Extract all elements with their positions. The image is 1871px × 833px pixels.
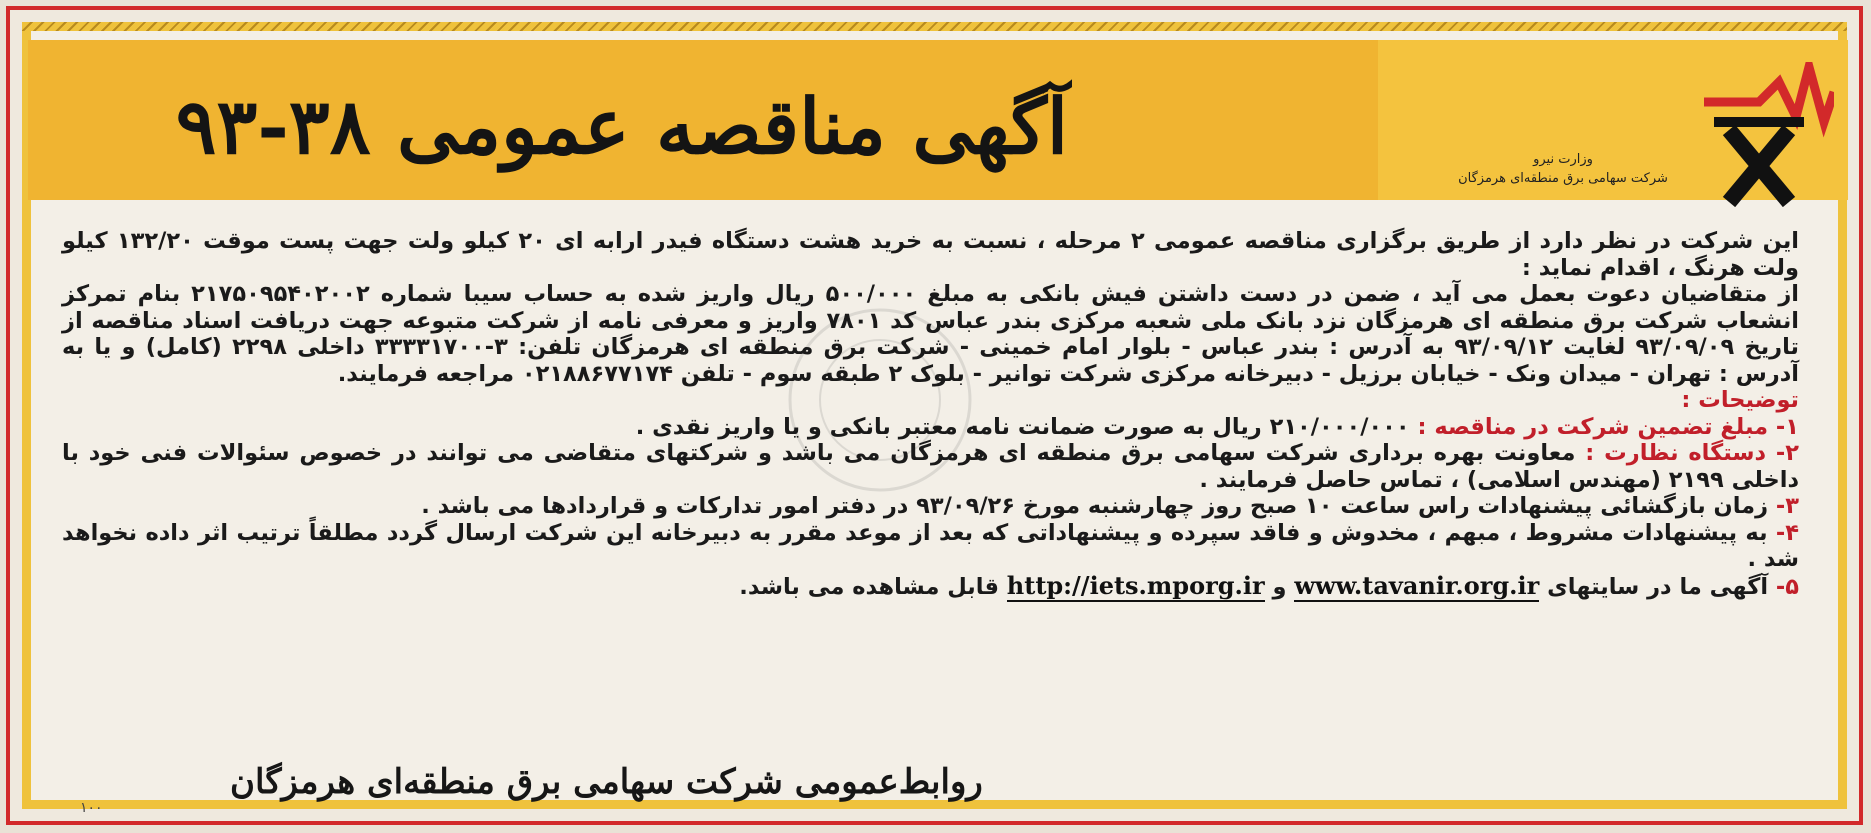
intro-paragraph: این شرکت در نظر دارد از طریق برگزاری مناقصه عمومی ۲ مرحله ، نسبت به خرید هشت دستگاه فیدر ارابه ای ۲۰ کیلو ولت جهت پست موقت ۱۳۲/۲۰ کیلو ولت هرنگ ، اقدام نماید : [62, 228, 1799, 281]
note-label: ۵- [1775, 573, 1799, 600]
company-name: شرکت سهامی برق منطقه‌ای هرمزگان [1458, 171, 1668, 186]
note-label: ۳- [1775, 493, 1799, 519]
invitation-paragraph: از متقاضیان دعوت بعمل می آید ، ضمن در دست داشتن فیش بانکی به مبلغ ۵۰۰/۰۰۰ ریال واریز شده به حساب سیبا شماره ۲۱۷۵۰۹۵۴۰۲۰۰۲ بنام تمرکز انشعاب شرکت برق منطقه ای هرمزگان نزد بانک ملی شعبه مرکزی بندر عباس کد ۷۸۰۱ واریز و معرفی نامه از شرکت متبوعه جهت دریافت اسناد مناقصه از تاریخ ۹۳/۰۹/۰۹ لغایت ۹۳/۰۹/۱۲ به آدرس : بندر عباس - بلوار امام خمینی - شرکت برق منطقه ای هرمزگان تلفن: ۳-۳۳۳۳۱۷۰۰ داخلی ۲۲۹۸ (کامل) و یا به آدرس : تهران - میدان ونک - خیابان برزیل - دبیرخانه مرکزی شرکت توانیر - بلوک ۲ طبقه سوم - تلفن ۰۲۱۸۸۶۷۷۱۷۴ مراجعه فرمایند. [62, 281, 1800, 387]
note-item [62, 520, 1799, 573]
header-banner [28, 40, 1848, 200]
notes-heading: توضیحات : [1681, 387, 1799, 413]
footer-signature: روابط‌عمومی شرکت سهامی برق منطقه‌ای هرمزگان [230, 762, 983, 802]
websites-and: و [1272, 573, 1287, 600]
websites-suffix: قابل مشاهده می باشد. [739, 573, 999, 600]
org-name-block [1448, 150, 1678, 188]
note-label: ۲- دستگاه نظارت : [1585, 440, 1799, 466]
iets-website-link[interactable]: http://iets.mporg.ir [1006, 570, 1265, 600]
note-text: به پیشنهادات مشروط ، مبهم ، مخدوش و فاقد سپرده و پیشنهاداتی که بعد از موعد مقرر به دبیرخانه این شرکت ارسال گردد مطلقاً ترتیب اثر داده نخواهد شد . [62, 519, 1799, 572]
logo-area [1378, 40, 1848, 200]
note-text: ۲۱۰/۰۰۰/۰۰۰ ریال به صورت ضمانت نامه معتبر بانکی و یا واریز نقدی . [635, 413, 1410, 440]
ad-body [62, 228, 1799, 600]
note-label: ۱- مبلغ تضمین شرکت در مناقصه : [1417, 413, 1799, 440]
note-label: ۴- [1775, 519, 1799, 546]
note-item [62, 414, 1799, 441]
tavanir-logo-icon [1684, 62, 1834, 207]
note-text: زمان بازگشائی پیشنهادات راس ساعت ۱۰ صبح روز چهارشنبه مورخ ۹۳/۰۹/۲۶ در دفتر امور تدارکات و قراردادها می باشد . [421, 493, 1769, 519]
ministry-name: وزارت نیرو [1533, 152, 1593, 167]
page-number: ۱۰۰ [80, 800, 103, 816]
ad-title: آگهی مناقصه عمومی ۳۸-۹۳ [175, 82, 1068, 171]
websites-prefix: آگهی ما در سایتهای [1547, 573, 1769, 600]
note-item [62, 493, 1799, 520]
note-text: معاونت بهره برداری شرکت سهامی برق منطقه ای هرمزگان می باشد و شرکتهای متقاضی می توانند در خصوص سئوالات فنی خود با داخلی ۲۱۹۹ (مهندس اسلامی) ، تماس حاصل فرمایند . [62, 440, 1799, 493]
note-item [62, 440, 1799, 493]
tavanir-website-link[interactable]: www.tavanir.org.ir [1294, 570, 1540, 600]
note-item-websites [62, 570, 1799, 601]
ad-frame [6, 6, 1863, 825]
